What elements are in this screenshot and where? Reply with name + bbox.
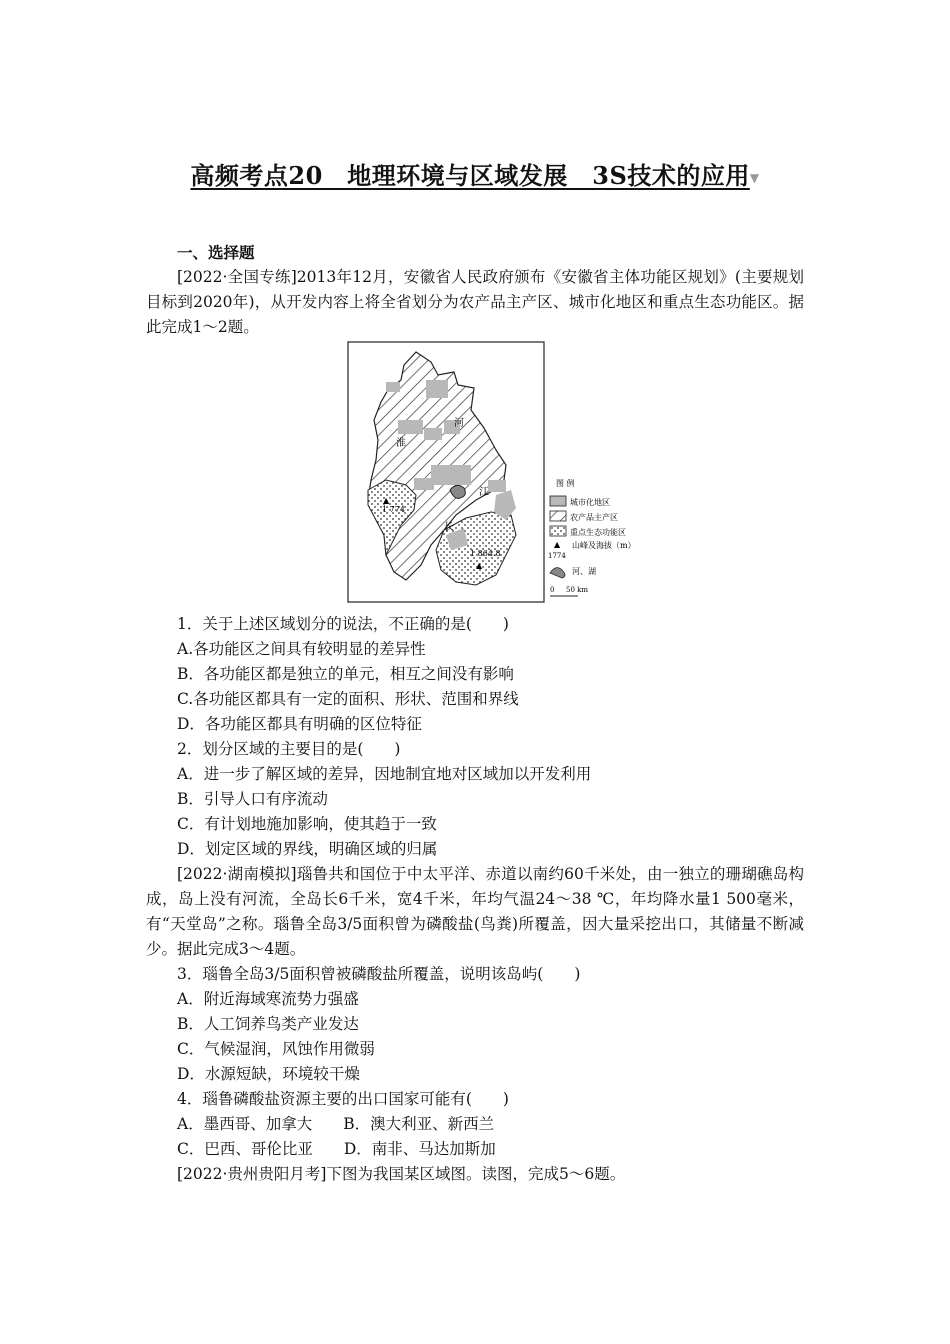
dropdown-arrow-icon: ▼ [749, 171, 760, 185]
q3-option-c: C．气候湿润，风蚀作用微弱 [177, 1040, 375, 1058]
legend-river: 河、湖 [572, 567, 596, 576]
q4-stem: 4．瑙鲁磷酸盐资源主要的出口国家可能有( ) [177, 1090, 509, 1108]
intro-paragraph-1: [2022·全国专练]2013年12月，安徽省人民政府颁布《安徽省主体功能区规划》(主要规划目标到2020年)，从开发内容上将全省划分为农产品主产区、城市化地区和重点生态功能区。据此完成1～2题。 [146, 268, 804, 336]
map-label-jiang: 江 [479, 487, 489, 498]
scale-zero: 0 [550, 586, 555, 594]
legend-river-swatch [550, 568, 565, 578]
questions-block [146, 612, 804, 1187]
anhui-map [346, 340, 646, 604]
intro-block-1 [146, 240, 804, 340]
anhui-map-figure [346, 340, 646, 604]
legend-peak: 山峰及海拔（m） [572, 541, 636, 550]
peak-icon-1: ▲ [383, 496, 390, 505]
section-heading: 一、选择题 [177, 243, 255, 262]
q3-option-d: D．水源短缺，环境较干燥 [177, 1065, 360, 1083]
legend-agri-swatch [550, 511, 566, 521]
peak-icon-2: ▲ [476, 561, 483, 570]
legend-peak-example: 1774 [548, 552, 566, 560]
scale-text: 50 km [566, 586, 589, 594]
legend-peak-icon: ▲ [554, 540, 561, 549]
q2-stem: 2．划分区域的主要目的是( ) [177, 740, 401, 758]
q2-option-a: A．进一步了解区域的差异，因地制宜地对区域加以开发利用 [177, 765, 592, 783]
intro-paragraph-2: [2022·湖南模拟]瑙鲁共和国位于中太平洋、赤道以南约60千米处，由一独立的珊瑚礁岛构成，岛上没有河流，全岛长6千米，宽4千米，年均气温24～38 ℃，年均降水量1 500毫米，有“天堂岛”之称。瑙鲁全岛3/5面积曾为磷酸盐(鸟粪)所覆盖，因大量采挖出口，其储量不断减少。据此完成3～4题。 [146, 865, 804, 958]
legend-title: 图 例 [556, 479, 575, 488]
q1-option-c: C.各功能区都具有一定的面积、形状、范围和界线 [177, 690, 519, 708]
q3-stem: 3．瑙鲁全岛3/5面积曾被磷酸盐所覆盖，说明该岛屿( ) [177, 965, 581, 983]
q2-option-c: C．有计划地施加影响，使其趋于一致 [177, 815, 437, 833]
map-label-he: 河 [454, 418, 464, 429]
legend-eco-swatch [550, 526, 566, 536]
q1-option-d: D．各功能区都具有明确的区位特征 [177, 715, 422, 733]
q2-option-d: D．划定区域的界线，明确区域的归属 [177, 840, 438, 858]
q3-option-b: B．人工饲养鸟类产业发达 [177, 1015, 359, 1033]
q2-option-b: B．引导人口有序流动 [177, 790, 328, 808]
peak-label-1: 1 774 [382, 505, 405, 514]
q1-option-a: A.各功能区之间具有较明显的差异性 [177, 640, 426, 658]
q3-option-a: A．附近海域寒流势力强盛 [177, 990, 359, 1008]
q4-options-ab: A．墨西哥、加拿大 B．澳大利亚、新西兰 [177, 1115, 495, 1133]
map-label-chang: 长 [444, 522, 454, 533]
peak-label-2: 1 864.8 [470, 549, 501, 558]
legend-eco: 重点生态功能区 [570, 528, 626, 537]
map-legend [548, 478, 636, 596]
intro-paragraph-3: [2022·贵州贵阳月考]下图为我国某区域图。读图，完成5～6题。 [177, 1165, 626, 1183]
map-label-huai: 淮 [396, 438, 406, 449]
legend-agri: 农产品主产区 [570, 513, 618, 522]
legend-urban-swatch [550, 496, 566, 506]
page-title: 高频考点20 地理环境与区域发展 3S技术的应用▼ [190, 161, 760, 190]
q1-option-b: B．各功能区都是独立的单元，相互之间没有影响 [177, 665, 514, 683]
legend-urban: 城市化地区 [570, 498, 610, 507]
q1-stem: 1．关于上述区域划分的说法，不正确的是( ) [177, 615, 509, 633]
q4-options-cd: C．巴西、哥伦比亚 D．南非、马达加斯加 [177, 1140, 496, 1158]
